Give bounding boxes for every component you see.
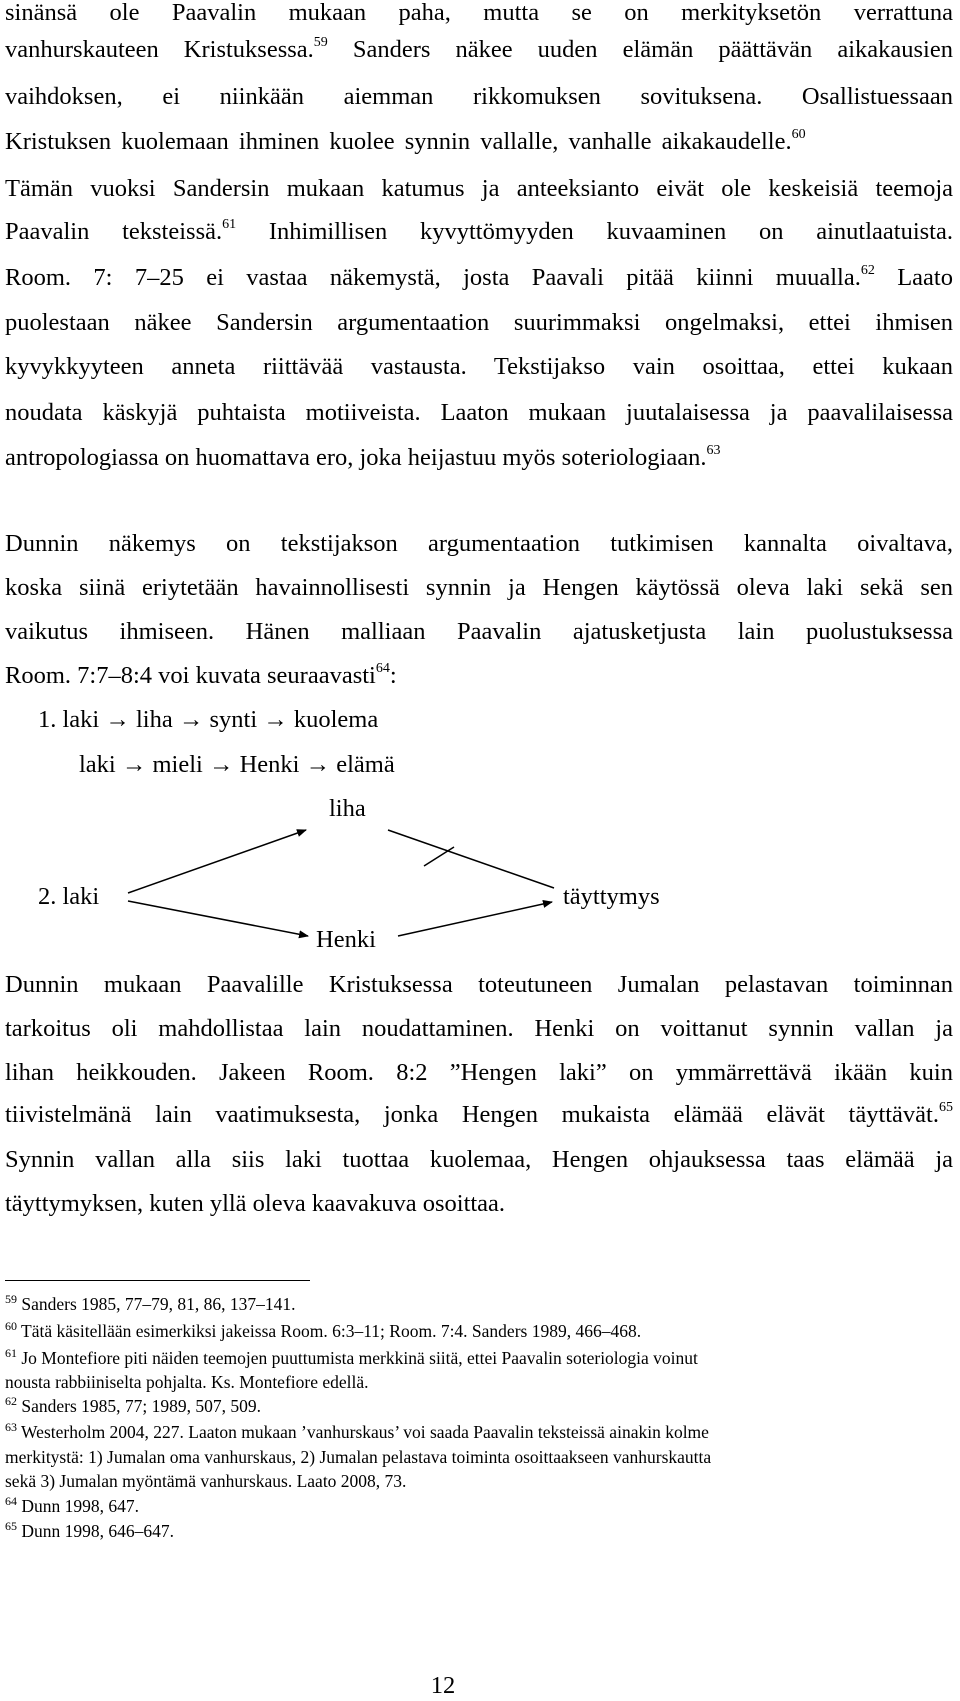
text-line: puolestaan näkee Sandersin argumentaation suurimmaksi ongelmaksi, ettei ihmisen xyxy=(5,309,953,336)
text-line: vanhurskauteen Kristuksessa.$^{59}$ Sanders näkee uuden elämän päättävän aikakausien xyxy=(5,35,953,63)
diagram-node-tayttymys: täyttymys xyxy=(563,883,660,910)
footnote-continuation: nousta rabbiiniselta pohjalta. Ks. Montefiore edellä. xyxy=(5,1372,369,1392)
footnote: $^{64}$ Dunn 1998, 647. xyxy=(5,1494,140,1516)
footnote-separator xyxy=(5,1280,310,1281)
blocked-mark xyxy=(424,847,454,866)
text-line: Dunnin näkemys on tekstijakson argumentaation tutkimisen kannalta oivaltava, xyxy=(5,530,953,557)
text-line: Tämän vuoksi Sandersin mukaan katumus ja anteeksianto eivät ole keskeisiä teemoja xyxy=(5,175,953,202)
text-line: Room. 7:7–8:4 voi kuvata seuraavasti$^{64}$: xyxy=(5,661,397,689)
footnote-ref[interactable]: 61 xyxy=(222,217,237,232)
text-line: Synnin vallan alla siis laki tuottaa kuolemaa, Hengen ohjauksessa taas elämää ja xyxy=(5,1146,953,1173)
text-line: antropologiassa on huomattava ero, joka heijastuu myös soteriologiaan.$^{63}$ xyxy=(5,443,721,471)
text-line: koska siinä eriytetään havainnollisesti synnin ja Hengen käytössä oleva laki sekä sen xyxy=(5,574,953,601)
footnote-continuation: merkitystä: 1) Jumalan oma vanhurskaus, 2) Jumalan pelastava toiminta osoittaakseen vanhurskautta xyxy=(5,1447,712,1467)
text-line: täyttymyksen, kuten yllä oleva kaavakuva osoittaa. xyxy=(5,1190,506,1217)
text-line: Paavalin teksteissä.$^{61}$ Inhimillisen kyvyttömyyden kuvaaminen on ainutlaatuista. xyxy=(5,217,953,245)
footnote-ref[interactable]: 62 xyxy=(860,263,875,278)
footnote-continuation: sekä 3) Jumalan myöntämä vanhurskaus. Laato 2008, 73. xyxy=(5,1471,407,1491)
text-line: kyvykkyyteen anneta riittävää vastausta. Tekstijakso vain osoittaa, ettei kukaan xyxy=(5,353,953,380)
text-line: lihan heikkouden. Jakeen Room. 8:2 ”Hengen laki” on ymmärrettävä ikään kuin xyxy=(5,1059,953,1086)
text-line: sinänsä ole Paavalin mukaan paha, mutta se on merkityksetön verrattuna xyxy=(5,0,953,26)
text-line: vaikutus ihmiseen. Hänen malliaan Paavalin ajatusketjusta lain puolustuksessa xyxy=(5,618,953,645)
page-number: 12 xyxy=(430,1672,456,1699)
diagram-row-2: laki → mieli → Henki → elämä xyxy=(79,751,395,778)
footnote-ref[interactable]: 59 xyxy=(313,35,328,50)
text-line: tiivistelmänä lain vaatimuksesta, jonka Hengen mukaista elämää elävät täyttävät.$^{65}$ xyxy=(5,1100,953,1128)
diagram-row-1: 1. laki → liha → synti → kuolema xyxy=(38,706,379,733)
footnote: $^{65}$ Dunn 1998, 646–647. xyxy=(5,1519,175,1541)
footnote-ref[interactable]: 64 xyxy=(375,661,390,676)
footnote: $^{60}$ Tätä käsitellään esimerkiksi jakeissa Room. 6:3–11; Room. 7:4. Sanders 1989, 466–468. xyxy=(5,1319,642,1341)
diagram-node-liha: liha xyxy=(329,795,366,822)
arrow-henki-tayttymys xyxy=(398,902,552,936)
text-line: Room. 7: 7–25 ei vastaa näkemystä, josta Paavali pitää kiinni muualla.$^{62}$ Laato xyxy=(5,263,953,291)
arrow-laki-liha xyxy=(128,830,306,893)
footnote-ref[interactable]: 60 xyxy=(791,127,806,142)
text-line: Dunnin mukaan Paavalille Kristuksessa toteutuneen Jumalan pelastavan toiminnan xyxy=(5,971,953,998)
footnote: $^{61}$ Jo Montefiore piti näiden teemojen puuttumista merkkinä siitä, ettei Paavalin soteriologia voinut xyxy=(5,1346,698,1368)
diagram-node-laki: 2. laki xyxy=(38,883,100,910)
text-line: vaihdoksen, ei niinkään aiemman rikkomuksen sovituksena. Osallistuessaan xyxy=(5,83,953,110)
footnote: $^{62}$ Sanders 1985, 77; 1989, 507, 509. xyxy=(5,1394,262,1416)
arrow-laki-henki xyxy=(128,901,308,936)
footnote-ref[interactable]: 63 xyxy=(706,443,721,458)
text-line: tarkoitus oli mahdollistaa lain noudattaminen. Henki on voittanut synnin vallan ja xyxy=(5,1015,953,1042)
footnote: $^{59}$ Sanders 1985, 77–79, 81, 86, 137–141. xyxy=(5,1292,296,1314)
arrow-liha-tayttymys xyxy=(388,830,554,888)
diagram-node-henki: Henki xyxy=(316,926,376,953)
footnote: $^{63}$ Westerholm 2004, 227. Laaton mukaan ’vanhurskaus’ voi saada Paavalin teksteissä ainakin kolme xyxy=(5,1420,709,1442)
text-line: noudata käskyjä puhtaista motiiveista. Laaton mukaan juutalaisessa ja paavalilaisessa xyxy=(5,399,953,426)
text-line: Kristuksen kuolemaan ihminen kuolee synnin vallalle, vanhalle aikakaudelle.$^{60}$ xyxy=(5,127,806,155)
footnote-ref[interactable]: 65 xyxy=(939,1100,953,1115)
